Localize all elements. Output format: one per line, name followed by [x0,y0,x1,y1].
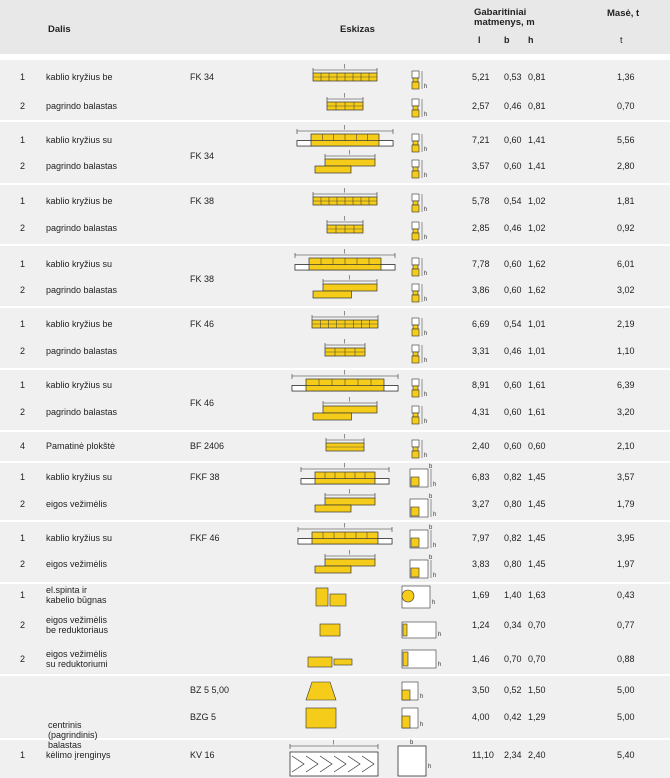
row-width: 0,42 [504,712,522,722]
dimension-label: l [344,463,346,470]
row-name: pagrindo balastas [46,223,118,233]
row-number: 2 [20,285,26,295]
row-width: 0,54 [504,319,522,329]
dimension-label: h [424,271,428,277]
row-name: kablio kryžius su [46,380,113,390]
dimension-label: h [424,173,428,179]
row-code: BZG 5 [190,712,217,722]
side-view-top [412,440,419,447]
dimension-label: h [420,722,424,728]
row-height: 1,29 [528,712,546,722]
trolley-motor-sketch [308,657,332,667]
header-gabaritiniai-line2: matmenys, m [474,17,535,28]
row-width: 0,60 [504,161,522,171]
dimension-label: l [344,64,346,71]
dimension-label: l [349,275,351,282]
dimension-label: h [424,207,428,213]
side-view-body [411,477,419,486]
row-height: 1,63 [528,590,546,600]
dimension-label: h [433,482,437,488]
row-length: 1,24 [472,620,490,630]
row-height: 1,45 [528,499,546,509]
row-name: eigos vežimėlis be reduktoriaus [46,615,109,635]
dimension-label: l [344,188,346,195]
beam-end [295,265,309,270]
row-width: 0,60 [504,285,522,295]
dimension-label: h [424,297,428,303]
row-length: 5,78 [472,196,490,206]
beam-foot [292,386,398,391]
row-number: 1 [20,472,26,482]
dimension-label: l [344,125,346,132]
beam-end [297,141,311,146]
row-name: el.spinta ir kabelio būgnas [46,585,107,605]
row-height: 1,61 [528,380,546,390]
row-number: 1 [20,135,26,145]
dimension-label: b [429,525,433,531]
row-height: 1,01 [528,319,546,329]
dimension-label: b [410,740,414,746]
row-length: 3,57 [472,161,490,171]
row-number: 1 [20,380,26,390]
row-length: 4,31 [472,407,490,417]
row-code: BF 2406 [190,441,225,451]
row-mass: 1,79 [617,499,635,509]
beam-sketch [323,406,377,413]
row-number: 1 [20,533,26,543]
beam-foot [315,566,351,573]
side-view-top [412,379,419,386]
row-length: 6,83 [472,472,490,482]
row-mass: 3,57 [617,472,635,482]
side-view-base [412,82,419,89]
row-number: 2 [20,101,26,111]
side-view-body [403,652,408,666]
side-view-body [413,201,418,205]
row-height: 1,62 [528,259,546,269]
row-name: Pamatinė plokštė [46,441,116,451]
dimension-label: l [344,93,346,100]
side-view-body [402,716,410,728]
row-width: 0,53 [504,72,522,82]
row-name: kablio kryžius be [46,319,113,329]
row-length: 11,10 [472,750,494,760]
beam-sketch [323,284,377,291]
dimension-label: l [333,740,335,747]
beam-foot [313,291,351,298]
beam-sketch [325,498,375,505]
row-height: 1,01 [528,346,546,356]
side-view-base [412,417,419,424]
row-height: 1,02 [528,196,546,206]
row-width: 0,82 [504,472,522,482]
row-number: 1 [20,196,26,206]
row-width: 2,34 [504,750,522,760]
dimension-label: l [344,249,346,256]
gearbox-sketch [334,659,352,665]
row-number: 1 [20,590,26,600]
lifting-truss-sketch [290,752,378,776]
row-number: 2 [20,161,26,171]
row-name: pagrindo balastas [46,101,118,111]
side-view-body [413,229,418,233]
row-name: kablio kryžius su [46,533,113,543]
header-mase-unit: t [620,35,623,45]
dimension-label: h [424,112,428,118]
dimension-label: l [344,216,346,223]
row-length: 4,00 [472,712,490,722]
row-length: 3,83 [472,559,490,569]
merged-code-label: FK 34 [190,151,215,161]
row-width: 0,52 [504,685,522,695]
dimension-label: h [424,419,428,425]
row-number: 2 [20,499,26,509]
row-number: 1 [20,259,26,269]
row-height: 1,50 [528,685,546,695]
row-mass: 5,56 [617,135,635,145]
side-view-body [413,352,418,356]
side-view-body [413,167,418,171]
row-number: 1 [20,750,26,760]
row-mass: 3,02 [617,285,635,295]
row-name: eigos vežimėlis su reduktoriumi [46,649,108,669]
ballast-block-sketch [306,708,336,728]
row-code: FK 38 [190,196,215,206]
row-mass: 5,00 [617,712,635,722]
dimension-label: h [424,331,428,337]
row-height: 1,62 [528,285,546,295]
side-view-body [413,447,418,451]
dimension-label: b [429,494,433,500]
row-height: 1,02 [528,223,546,233]
merged-code-label: FK 46 [190,398,215,408]
row-code: FKF 38 [190,472,220,482]
trolley-sketch [320,624,340,636]
dimension-label: l [349,150,351,157]
row-name: kablio kryžius be [46,72,113,82]
row-height: 1,41 [528,135,546,145]
truss-side-sketch [398,746,426,776]
side-view-base [412,329,419,336]
row-width: 0,60 [504,259,522,269]
row-width: 0,46 [504,223,522,233]
beam-end [292,386,306,391]
row-width: 0,34 [504,620,522,630]
beam-sketch [325,559,375,566]
dimension-label: l [349,489,351,496]
row-mass: 5,00 [617,685,635,695]
row-name: eigos vežimėlis [46,499,108,509]
cable-drum-sketch [330,594,346,606]
side-view-base [412,205,419,212]
side-view-base [412,451,419,458]
side-view-body [411,507,419,516]
row-height: 1,45 [528,533,546,543]
row-mass: 1,81 [617,196,635,206]
row-width: 0,46 [504,101,522,111]
row-mass: 6,39 [617,380,635,390]
dimension-label: h [424,235,428,241]
row-width: 0,46 [504,346,522,356]
row-mass: 3,20 [617,407,635,417]
row-width: 1,40 [504,590,522,600]
merged-code-label: centrinis (pagrindinis) balastas [48,720,98,750]
row-mass: 0,43 [617,590,635,600]
row-number: 2 [20,654,26,664]
dimension-label: h [424,147,428,153]
side-view-top [412,134,419,141]
row-name: eigos vežimėlis [46,559,108,569]
row-width: 0,60 [504,135,522,145]
row-number: 2 [20,620,26,630]
row-name: pagrindo balastas [46,407,118,417]
row-width: 0,60 [504,407,522,417]
row-number: 2 [20,559,26,569]
dimension-label: h [438,632,442,638]
side-view-top [412,406,419,413]
row-name: kėlimo įrenginys [46,750,111,760]
beam-foot [313,413,351,420]
beam-sketch [325,159,375,166]
row-length: 3,31 [472,346,490,356]
side-view-base [412,145,419,152]
row-number: 4 [20,441,26,451]
row-length: 6,69 [472,319,490,329]
row-number: 2 [20,407,26,417]
row-mass: 0,88 [617,654,635,664]
dimension-label: l [344,339,346,346]
row-width: 0,54 [504,196,522,206]
side-view-top [412,258,419,265]
side-view-base [412,295,419,302]
dimension-label: l [344,434,346,441]
row-height: 1,45 [528,472,546,482]
dimension-label: b [429,464,433,470]
row-mass: 2,10 [617,441,635,451]
header-col-l: l [478,35,481,45]
row-length: 2,40 [472,441,490,451]
side-view-body [411,538,419,547]
row-name: kablio kryžius su [46,472,113,482]
side-view-body [402,690,410,700]
row-code: KV 16 [190,750,215,760]
row-length: 3,50 [472,685,490,695]
row-number: 2 [20,223,26,233]
row-width: 0,70 [504,654,522,664]
side-view-body [411,568,419,577]
drum-side-sketch [402,590,414,602]
row-name: kablio kryžius be [46,196,113,206]
row-length: 3,86 [472,285,490,295]
dimension-label: h [424,392,428,398]
row-length: 8,91 [472,380,490,390]
row-mass: 6,01 [617,259,635,269]
row-code: FK 46 [190,319,215,329]
side-view-top [412,194,419,201]
row-width: 0,60 [504,380,522,390]
side-view-base [412,269,419,276]
row-mass: 0,70 [617,101,635,111]
row-height: 0,60 [528,441,546,451]
side-view-top [412,160,419,167]
beam-end [378,539,392,544]
row-mass: 0,77 [617,620,635,630]
dimension-label: h [433,573,437,579]
side-view-base [412,110,419,117]
row-code: BZ 5 5,00 [190,685,230,695]
beam-end [379,141,393,146]
side-view-body [413,291,418,295]
side-view-body [403,624,407,636]
row-length: 1,69 [472,590,490,600]
row-length: 7,97 [472,533,490,543]
row-name: pagrindo balastas [46,285,118,295]
row-height: 0,70 [528,620,546,630]
cabinet-sketch [316,588,328,606]
dimension-label: h [424,358,428,364]
row-mass: 1,10 [617,346,635,356]
side-view-body [413,325,418,329]
row-number: 1 [20,319,26,329]
row-height: 0,81 [528,101,546,111]
row-length: 7,21 [472,135,490,145]
beam-end [375,479,389,484]
beam-end [301,479,315,484]
side-view-top [412,71,419,78]
row-height: 0,81 [528,72,546,82]
side-view-top [412,222,419,229]
dimension-label: h [424,453,428,459]
row-mass: 5,40 [617,750,635,760]
side-view-base [412,171,419,178]
dimension-label: l [344,311,346,318]
row-number: 1 [20,72,26,82]
dimension-label: l [344,523,346,530]
row-width: 0,60 [504,441,522,451]
beam-end [384,386,398,391]
beam-foot [315,166,351,173]
ballast-block-sketch [306,682,336,700]
side-view-body [413,413,418,417]
dimension-label: h [433,512,437,518]
side-view-body [413,265,418,269]
side-view-body [413,386,418,390]
side-view-base [412,233,419,240]
merged-code-label: FK 38 [190,274,215,284]
beam-end [381,265,395,270]
row-length: 1,46 [472,654,490,664]
row-width: 0,80 [504,499,522,509]
row-width: 0,80 [504,559,522,569]
side-view-top [412,345,419,352]
header-gabaritiniai-line1: Gabaritiniai [474,7,527,18]
row-mass: 3,95 [617,533,635,543]
beam-end [298,539,312,544]
header-dalis: Dalis [48,24,71,35]
row-name: kablio kryžius su [46,259,113,269]
row-mass: 2,19 [617,319,635,329]
dimension-label: h [420,694,424,700]
side-view-body [413,141,418,145]
side-view-body [413,106,418,110]
dimension-label: h [432,600,436,606]
beam-foot [315,505,351,512]
row-length: 2,57 [472,101,490,111]
dimension-label: h [428,764,432,770]
dimension-label: h [438,662,442,668]
row-mass: 0,92 [617,223,635,233]
dimension-label: b [429,555,433,561]
row-height: 1,61 [528,407,546,417]
row-mass: 1,97 [617,559,635,569]
row-width: 0,82 [504,533,522,543]
row-name: pagrindo balastas [46,161,118,171]
row-length: 7,78 [472,259,490,269]
row-height: 0,70 [528,654,546,664]
header-col-b: b [504,35,510,45]
dimension-label: l [349,397,351,404]
side-view-base [412,390,419,397]
row-length: 5,21 [472,72,490,82]
beam-foot [297,141,393,146]
row-mass: 1,36 [617,72,635,82]
row-name: kablio kryžius su [46,135,113,145]
row-length: 2,85 [472,223,490,233]
row-mass: 2,80 [617,161,635,171]
dimension-label: h [424,84,428,90]
row-code: FKF 46 [190,533,220,543]
header-mase: Masė, t [607,8,640,19]
row-number: 2 [20,346,26,356]
dimension-label: h [433,543,437,549]
side-view-base [412,356,419,363]
header-eskizas: Eskizas [340,24,375,35]
row-height: 2,40 [528,750,546,760]
side-view-body [413,78,418,82]
side-view-top [412,284,419,291]
side-view-top [412,99,419,106]
dimension-label: l [349,550,351,557]
row-length: 3,27 [472,499,490,509]
row-height: 1,45 [528,559,546,569]
header-col-h: h [528,35,534,45]
dimension-label: l [344,370,346,377]
side-view-top [412,318,419,325]
row-name: pagrindo balastas [46,346,118,356]
row-height: 1,41 [528,161,546,171]
beam-foot [295,265,395,270]
row-code: FK 34 [190,72,215,82]
